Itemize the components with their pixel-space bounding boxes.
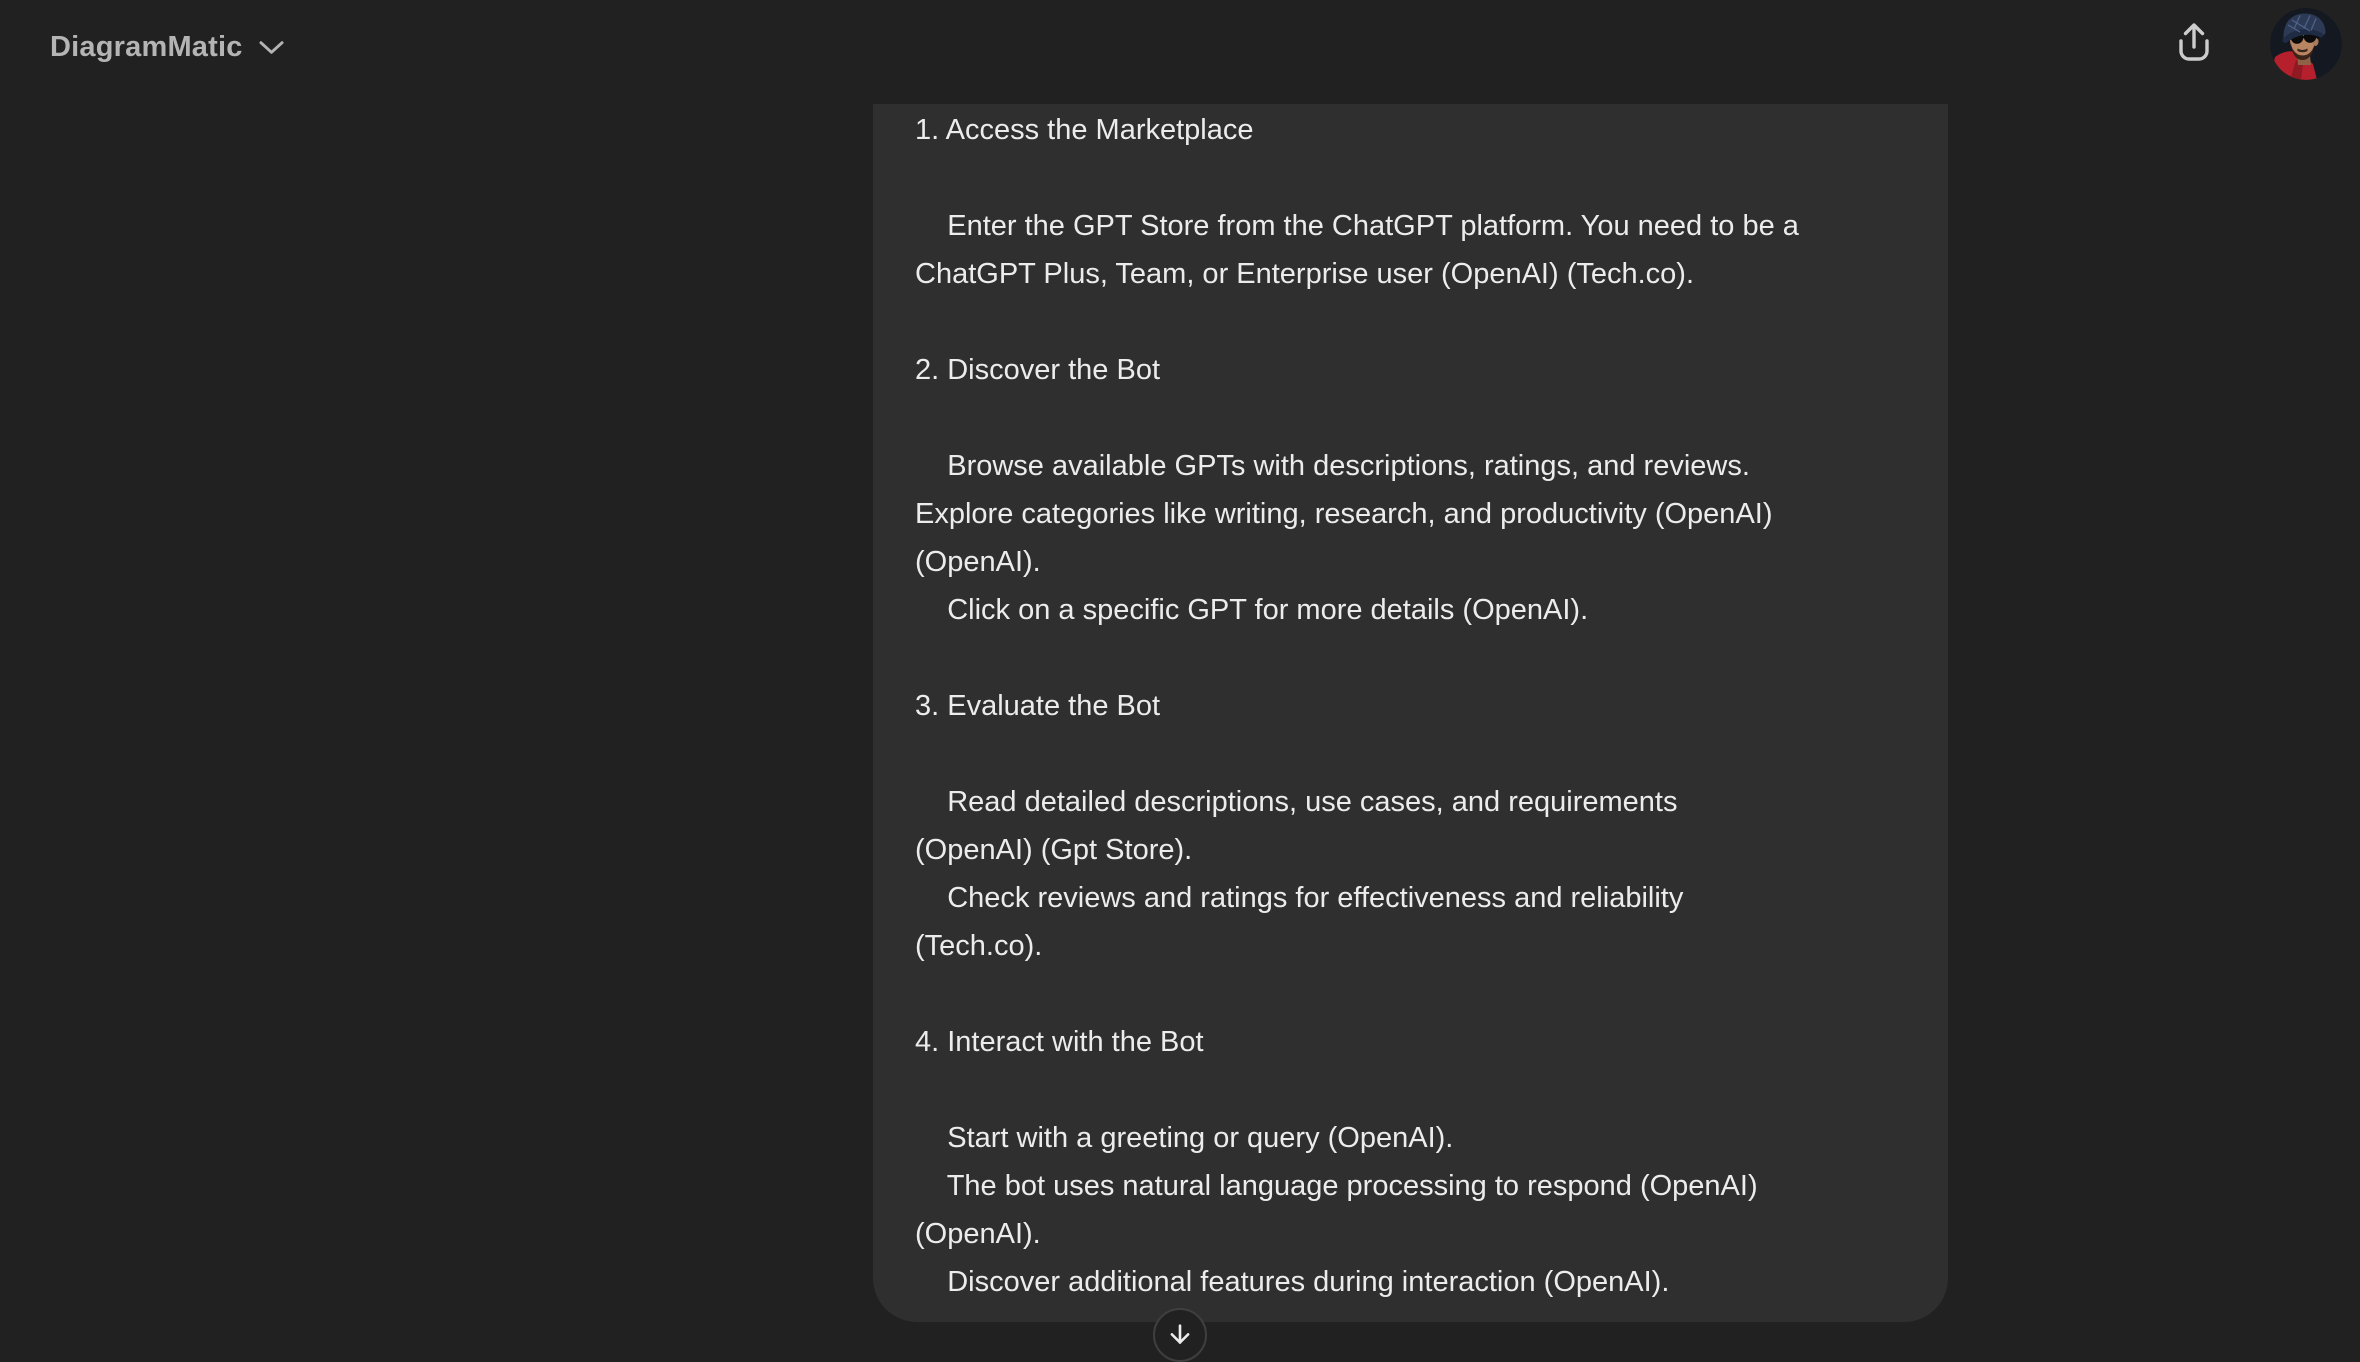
text-line: Explore categories like writing, research, and productivity (OpenAI) xyxy=(915,498,1773,530)
text-line xyxy=(915,634,1908,682)
text-line xyxy=(915,298,1908,346)
arrow-down-icon xyxy=(1165,1320,1195,1350)
text-line: Browse available GPTs with descriptions, ratings, and reviews. xyxy=(915,450,1750,482)
text-line: (OpenAI). xyxy=(915,546,1041,578)
text-line: Enter the GPT Store from the ChatGPT platform. You need to be a xyxy=(915,210,1799,242)
text-line xyxy=(915,394,1908,442)
text-line: (OpenAI) (Gpt Store). xyxy=(915,834,1193,866)
text-line: (OpenAI). xyxy=(915,1218,1041,1250)
text-line: The bot uses natural language processing to respond (OpenAI) xyxy=(915,1170,1758,1202)
share-button[interactable] xyxy=(2174,20,2214,69)
text-line: Discover additional features during interaction (OpenAI). xyxy=(915,1266,1670,1298)
text-line: (Tech.co). xyxy=(915,930,1043,962)
model-switcher[interactable] xyxy=(50,30,284,64)
header-actions xyxy=(2174,8,2342,80)
text-line: Check reviews and ratings for effectiveness and reliability xyxy=(915,882,1684,914)
text-line: 4. Interact with the Bot xyxy=(915,1026,1204,1058)
text-line: 3. Evaluate the Bot xyxy=(915,690,1161,722)
text-line: Click on a specific GPT for more details (OpenAI). xyxy=(915,594,1589,626)
message-panel xyxy=(873,104,1948,1322)
avatar[interactable] xyxy=(2270,8,2342,80)
text-line: 1. Access the Marketplace xyxy=(915,114,1254,146)
text-line xyxy=(915,1066,1908,1114)
scroll-to-bottom-button[interactable] xyxy=(1153,1308,1207,1362)
text-line xyxy=(915,970,1908,1018)
text-line: Read detailed descriptions, use cases, and requirements xyxy=(915,786,1678,818)
page-title: DiagramMatic xyxy=(50,31,243,63)
chevron-down-icon xyxy=(259,40,284,55)
share-upload-icon xyxy=(2174,20,2214,69)
text-line: 2. Discover the Bot xyxy=(915,354,1160,386)
text-line xyxy=(915,730,1908,778)
message-text xyxy=(915,106,1908,1306)
user-profile-photo-icon xyxy=(2270,8,2342,80)
text-line xyxy=(915,154,1908,202)
text-line: Start with a greeting or query (OpenAI). xyxy=(915,1122,1454,1154)
text-line: ChatGPT Plus, Team, or Enterprise user (OpenAI) (Tech.co). xyxy=(915,258,1695,290)
